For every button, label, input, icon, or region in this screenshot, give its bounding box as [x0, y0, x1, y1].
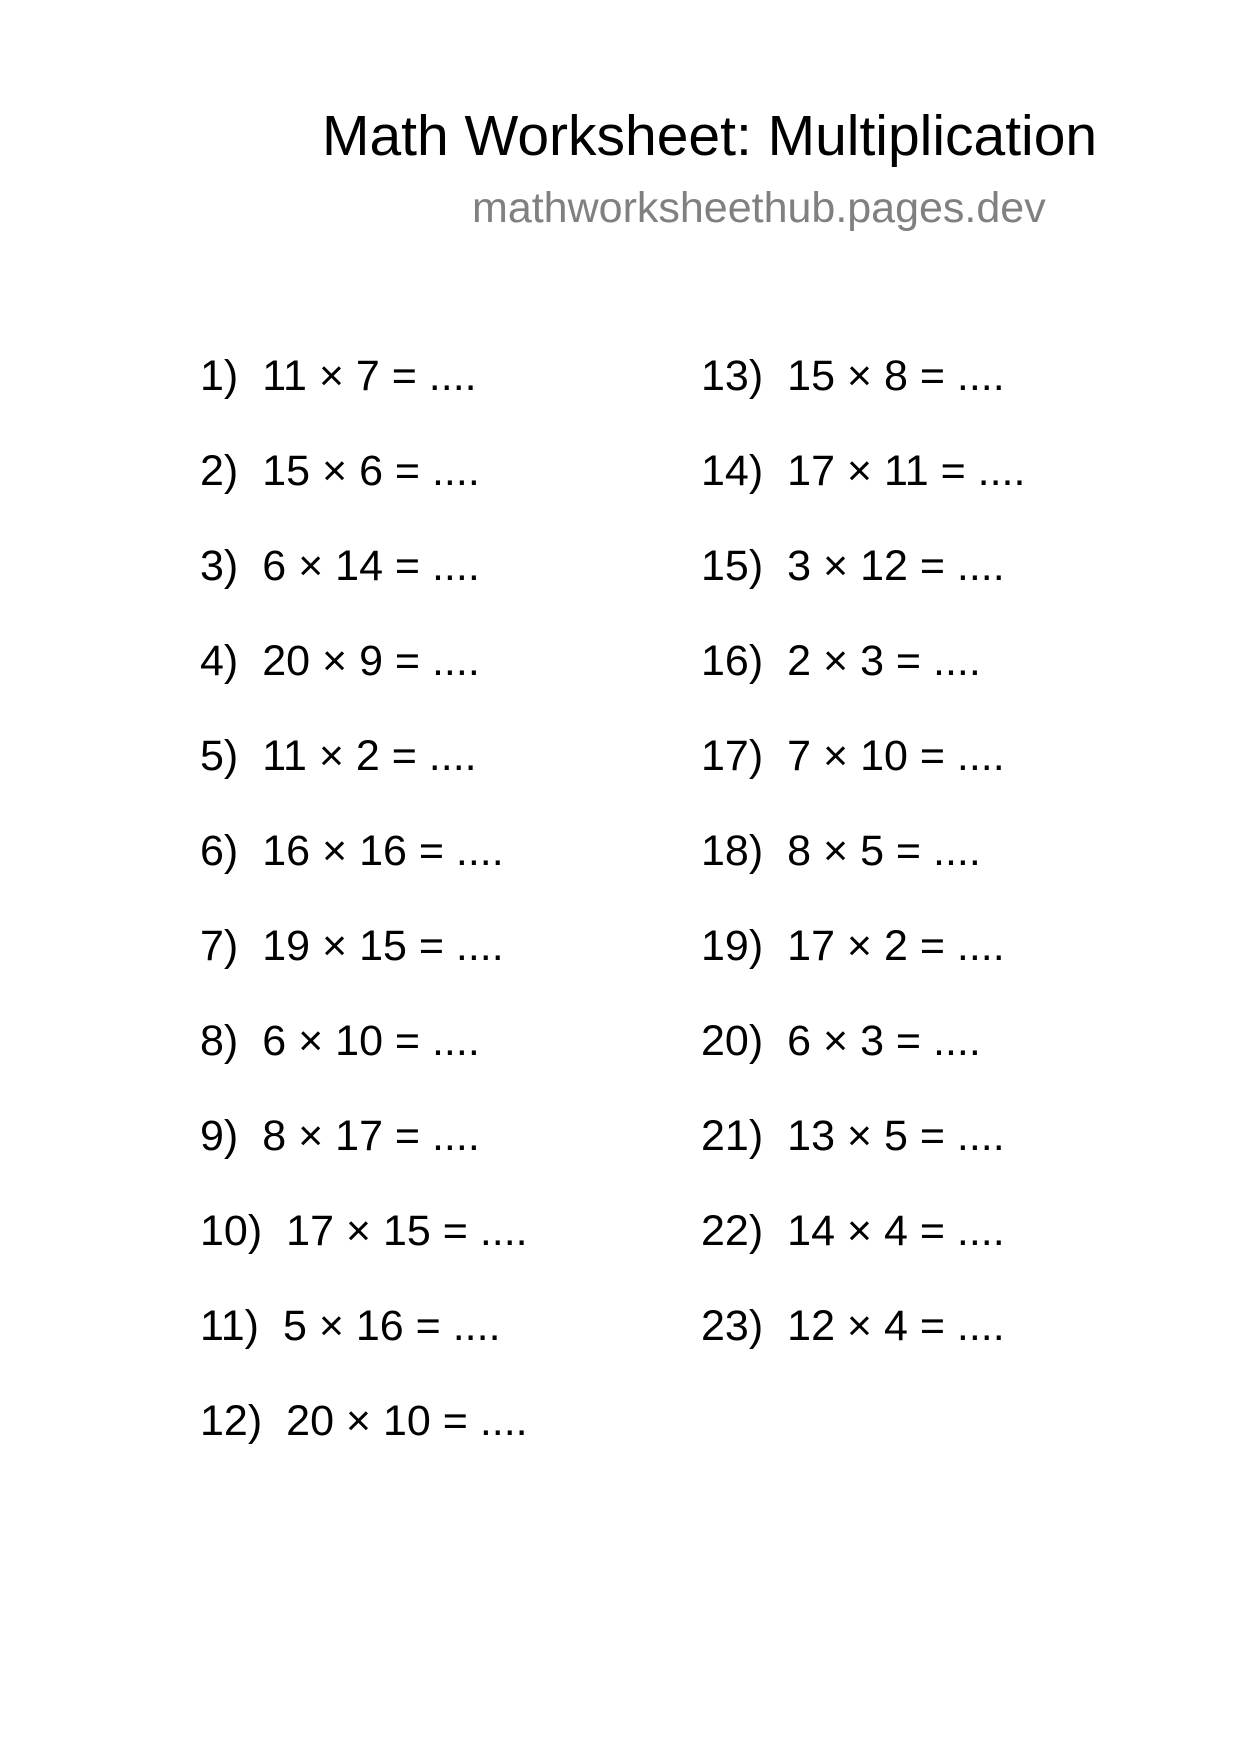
- problem-expression: 20 × 10 = ....: [286, 1397, 528, 1445]
- problem-number: 22): [701, 1207, 764, 1255]
- problem-number: 8): [200, 1017, 239, 1065]
- problem-expression: 15 × 6 = ....: [262, 447, 480, 495]
- problem-item: [200, 729, 528, 824]
- problem-expression: 14 × 4 = ....: [787, 1207, 1005, 1255]
- problem-number: 9): [200, 1112, 239, 1160]
- problem-number: 10): [200, 1207, 263, 1255]
- problem-item: [200, 634, 528, 729]
- problem-item: [701, 634, 1025, 729]
- problem-number: 16): [701, 637, 764, 685]
- problem-item: [701, 919, 1025, 1014]
- problem-number: 12): [200, 1397, 263, 1445]
- problem-item: [701, 1014, 1025, 1109]
- problem-item: [200, 539, 528, 634]
- problem-expression: 11 × 7 = ....: [262, 352, 477, 400]
- problem-item: [701, 824, 1025, 919]
- problem-expression: 17 × 15 = ....: [286, 1207, 528, 1255]
- problem-number: 18): [701, 827, 764, 875]
- problem-expression: 5 × 16 = ....: [282, 1302, 501, 1350]
- problem-item: [200, 349, 528, 444]
- problem-item: [701, 1204, 1025, 1299]
- problem-expression: 20 × 9 = ....: [262, 637, 480, 685]
- problem-item: [200, 1014, 528, 1109]
- problem-expression: 15 × 8 = ....: [787, 352, 1005, 400]
- problem-number: 15): [701, 542, 764, 590]
- problem-number: 6): [200, 827, 239, 875]
- problem-item: [200, 1299, 528, 1394]
- problem-number: 1): [200, 352, 239, 400]
- problem-expression: 19 × 15 = ....: [262, 922, 504, 970]
- problem-expression: 6 × 10 = ....: [262, 1017, 480, 1065]
- problem-item: [200, 1204, 528, 1299]
- problem-expression: 12 × 4 = ....: [787, 1302, 1005, 1350]
- problem-item: [200, 919, 528, 1014]
- problem-item: [200, 824, 528, 919]
- problem-number: 7): [200, 922, 239, 970]
- problem-number: 14): [701, 447, 764, 495]
- problem-item: [701, 539, 1025, 634]
- problem-item: [701, 1299, 1025, 1394]
- problem-item: [701, 729, 1025, 824]
- problem-number: 20): [701, 1017, 764, 1065]
- problem-item: [200, 1394, 528, 1489]
- problem-expression: 6 × 3 = ....: [787, 1017, 981, 1065]
- problem-expression: 17 × 11 = ....: [787, 447, 1026, 495]
- problem-number: 4): [200, 637, 239, 685]
- problem-number: 5): [200, 732, 239, 780]
- problem-column-left: [200, 349, 528, 1489]
- problem-number: 19): [701, 922, 764, 970]
- problem-expression: 11 × 2 = ....: [262, 732, 477, 780]
- problem-expression: 3 × 12 = ....: [787, 542, 1005, 590]
- problem-number: 2): [200, 447, 239, 495]
- problem-expression: 8 × 5 = ....: [787, 827, 981, 875]
- problem-expression: 2 × 3 = ....: [787, 637, 981, 685]
- problem-number: 3): [200, 542, 239, 590]
- problem-item: [701, 1109, 1025, 1204]
- problem-expression: 16 × 16 = ....: [262, 827, 504, 875]
- problem-number: 13): [701, 352, 764, 400]
- problem-expression: 6 × 14 = ....: [262, 542, 480, 590]
- website-url: mathworksheethub.pages.dev: [472, 184, 1046, 232]
- problem-number: 17): [701, 732, 764, 780]
- problem-expression: 17 × 2 = ....: [787, 922, 1005, 970]
- worksheet-title: Math Worksheet: Multiplication: [322, 104, 1098, 168]
- problem-expression: 8 × 17 = ....: [262, 1112, 480, 1160]
- problem-number: 23): [701, 1302, 764, 1350]
- problem-column-right: [701, 349, 1025, 1394]
- problem-number: 11): [200, 1302, 259, 1350]
- problem-number: 21): [701, 1112, 764, 1160]
- problem-item: [200, 1109, 528, 1204]
- problem-expression: 13 × 5 = ....: [787, 1112, 1005, 1160]
- problem-item: [701, 349, 1025, 444]
- problem-expression: 7 × 10 = ....: [787, 732, 1005, 780]
- problem-item: [200, 444, 528, 539]
- problem-item: [701, 444, 1025, 539]
